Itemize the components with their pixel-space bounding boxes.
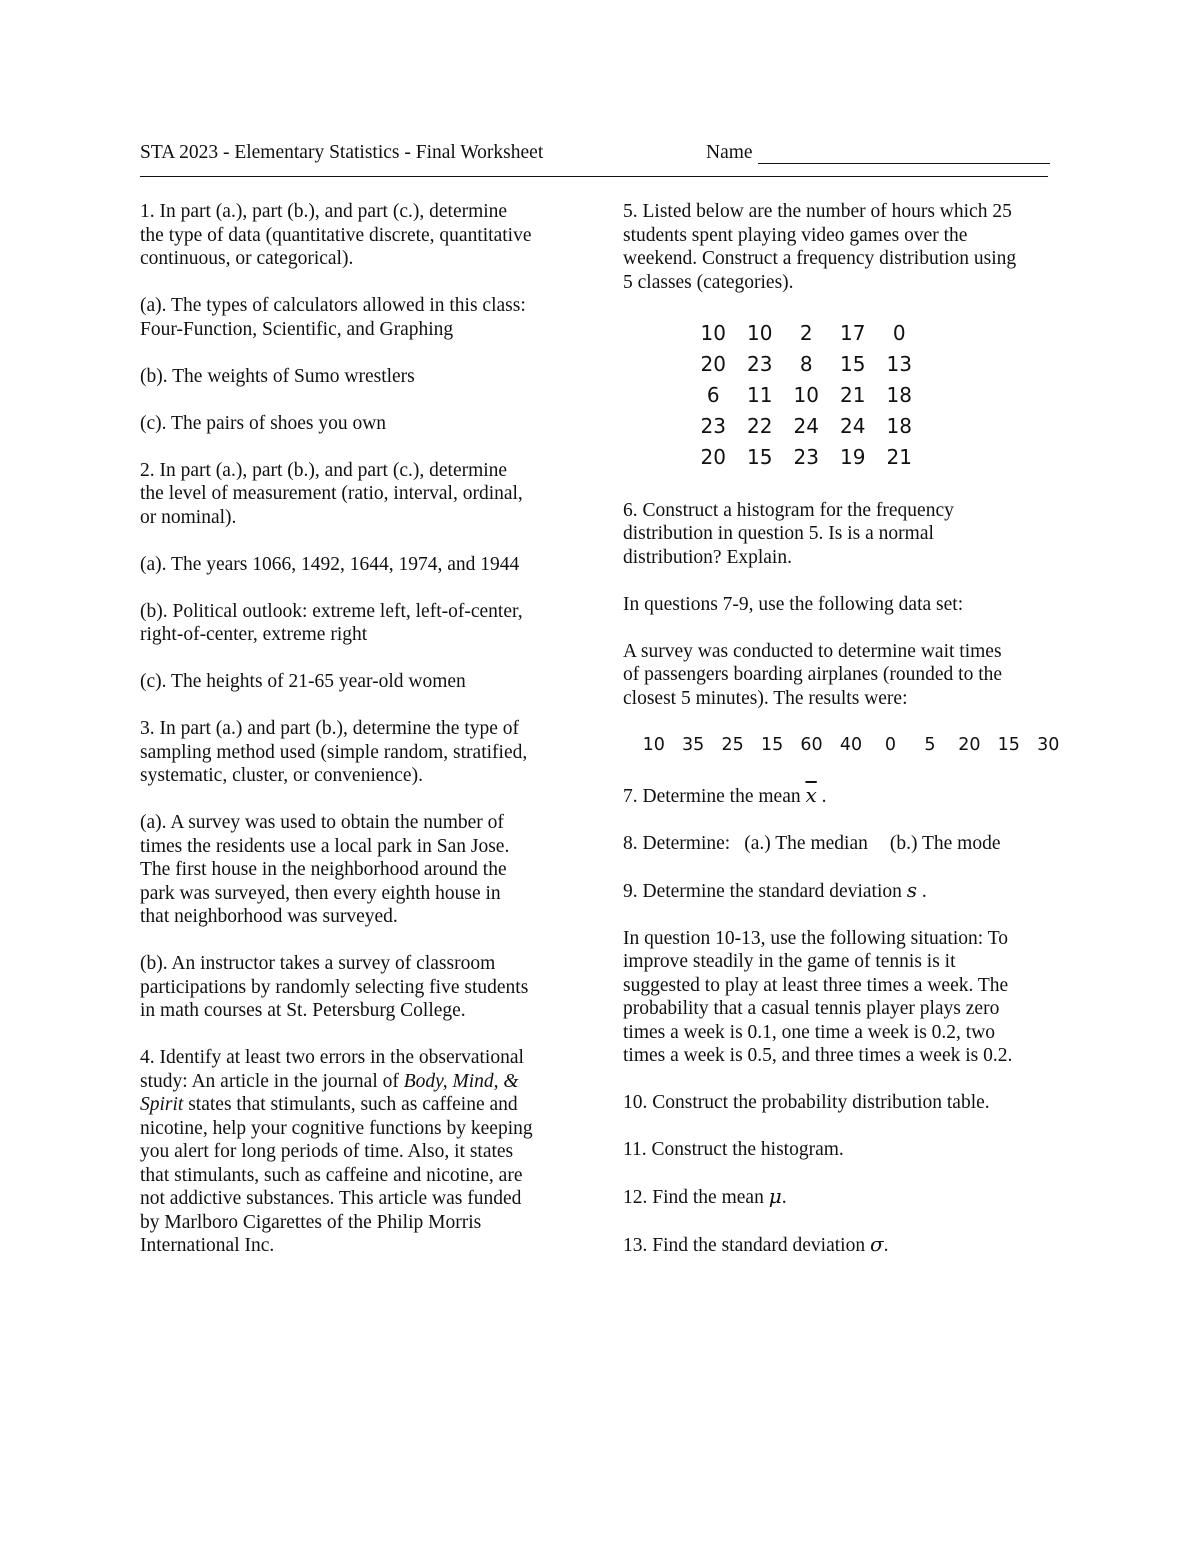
question-2b: (b). Political outlook: extreme left, left-of-center, right-of-center, extreme right (140, 600, 523, 645)
data-value: 19 (840, 444, 866, 469)
question-12-end: . (781, 1187, 787, 1208)
sample-mean-symbol: $\overline{x}$ (805, 782, 817, 807)
question-2a: (a). The years 1066, 1492, 1644, 1974, and 1944 (140, 553, 520, 575)
data-value: 23 (700, 413, 726, 438)
question-4-text-end: states that stimulants, such as caffeine and nicotine, help your cognitive functions by keeping you alert for long periods of time. Also, it states that stimulants, such as caffeine and nicotine, are not addictive substances. This article was funded by Marlboro Cigarettes of the Philip Morris International Inc. (140, 1094, 533, 1256)
header-divider (140, 176, 1048, 177)
question-7-end: . (816, 785, 827, 807)
population-mean-symbol: μ (768, 1184, 782, 1208)
journal-name-part2: Spirit (140, 1094, 184, 1115)
question-13-text: 13. Find the standard deviation (623, 1235, 870, 1256)
questions-10-13-intro: In question 10-13, use the following situation: To improve steadily in the game of tennis is it suggested to play at least three times a week. The probability that a casual tennis player plays zero times a week is 0.1, one time a week is 0.2, two times a week is 0.5, and three times a week is 0.2. (623, 927, 1013, 1066)
question-10: 10. Construct the probability distribution table. (623, 1092, 990, 1113)
left-column (140, 200, 590, 1281)
data-value: 0 (892, 320, 906, 345)
data-value: 24 (840, 413, 866, 438)
question-7-text: 7. Determine the mean (623, 785, 806, 807)
wait-times-survey: A survey was conducted to determine wait times of passengers boarding airplanes (rounded to the closest 5 minutes). The results were: (623, 640, 1003, 709)
data-value: 15 (840, 351, 866, 376)
question-1b: (b). The weights of Sumo wrestlers (140, 365, 415, 387)
wait-time-value: 25 (721, 734, 744, 755)
data-value: 18 (886, 382, 912, 407)
question-9-end: . (917, 880, 927, 902)
question-8 (623, 832, 1068, 856)
name-blank-line (758, 163, 1050, 164)
data-value: 21 (840, 382, 866, 407)
question-3: 3. In part (a.) and part (b.), determine the type of sampling method used (simple random, stratified, systematic, cluster, or convenience). (140, 718, 528, 786)
data-value: 10 (793, 382, 819, 407)
wait-time-value: 60 (800, 734, 823, 755)
wait-time-value: 15 (997, 734, 1020, 755)
question-5: 5. Listed below are the number of hours which 25 students spent playing video games over the weekend. Construct a frequency distribution using 5 classes (categories). (623, 201, 1017, 293)
data-value: 10 (700, 320, 726, 345)
wait-times-data (634, 732, 1068, 758)
wait-time-value: 5 (924, 734, 936, 755)
wait-time-value: 30 (1037, 734, 1060, 755)
question-9 (623, 879, 1068, 904)
data-value: 15 (747, 444, 773, 469)
wait-time-value: 0 (884, 734, 897, 755)
question-11: 11. Construct the histogram. (623, 1139, 844, 1160)
data-value: 20 (700, 444, 726, 469)
question-3a: (a). A survey was used to obtain the number of times the residents use a local park in San Jose. The first house in the neighborhood around the park was surveyed, then every eighth house in that neighborhood was surveyed. (140, 812, 510, 927)
wait-time-value: 10 (642, 734, 665, 755)
question-12-text: 12. Find the mean (623, 1187, 769, 1208)
question-3b: (b). An instructor takes a survey of classroom participations by randomly selecting five students in math courses at St. Petersburg College. (140, 953, 529, 1021)
question-8-text: 8. Determine: (623, 832, 731, 854)
question-2c: (c). The heights of 21-65 year-old women (140, 671, 466, 692)
data-value: 2 (799, 320, 813, 345)
question-1c: (c). The pairs of shoes you own (140, 412, 387, 434)
name-label: Name (706, 142, 753, 163)
question-1: 1. In part (a.), part (b.), and part (c.), determine the type of data (quantitative discrete, quantitative continuous, or categorical). (140, 201, 532, 269)
data-value: 6 (706, 382, 720, 407)
wait-time-value: 15 (760, 734, 784, 755)
data-value: 10 (747, 320, 773, 345)
video-game-hours-data (690, 318, 1068, 473)
question-13-end: . (883, 1235, 889, 1256)
question-13 (623, 1233, 1068, 1258)
data-value: 22 (747, 413, 773, 438)
question-6: 6. Construct a histogram for the frequency distribution in question 5. Is is a normal distribution? Explain. (623, 499, 954, 568)
question-8b: (b.) The mode (889, 832, 1001, 854)
journal-name-part1: Body, Mind, & (403, 1070, 519, 1092)
question-2: 2. In part (a.), part (b.), and part (c.), determine the level of measurement (ratio, interval, ordinal, or nominal). (140, 459, 523, 528)
questions-7-9-intro: In questions 7-9, use the following data set: (623, 593, 964, 615)
data-value: 23 (747, 351, 773, 376)
question-4-text-start: 4. Identify at least two errors in the observational study: An article in the journal of (140, 1047, 524, 1092)
worksheet-title: STA 2023 - Elementary Statistics - Final Worksheet (140, 142, 544, 163)
question-8a: (a.) The median (744, 832, 868, 854)
right-column (623, 200, 1068, 1281)
wait-time-value: 40 (839, 734, 863, 755)
question-1a: (a). The types of calculators allowed in this class: Four-Function, Scientific, and Graphing (140, 295, 526, 340)
question-9-text: 9. Determine the standard deviation (623, 880, 907, 902)
std-dev-symbol: s (906, 877, 918, 902)
data-value: 24 (793, 413, 819, 438)
data-value: 13 (886, 351, 912, 376)
data-value: 23 (793, 444, 819, 469)
data-value: 20 (700, 351, 726, 376)
wait-time-value: 35 (682, 734, 705, 755)
wait-time-value: 20 (958, 734, 981, 755)
data-value: 17 (840, 320, 866, 345)
data-value: 21 (886, 444, 912, 469)
question-7 (623, 784, 1068, 809)
question-12 (623, 1185, 1068, 1210)
data-value: 8 (799, 351, 813, 376)
population-std-dev-symbol: σ (869, 1232, 884, 1256)
data-value: 11 (747, 382, 773, 407)
question-4 (140, 1046, 590, 1258)
data-value: 18 (886, 413, 912, 438)
